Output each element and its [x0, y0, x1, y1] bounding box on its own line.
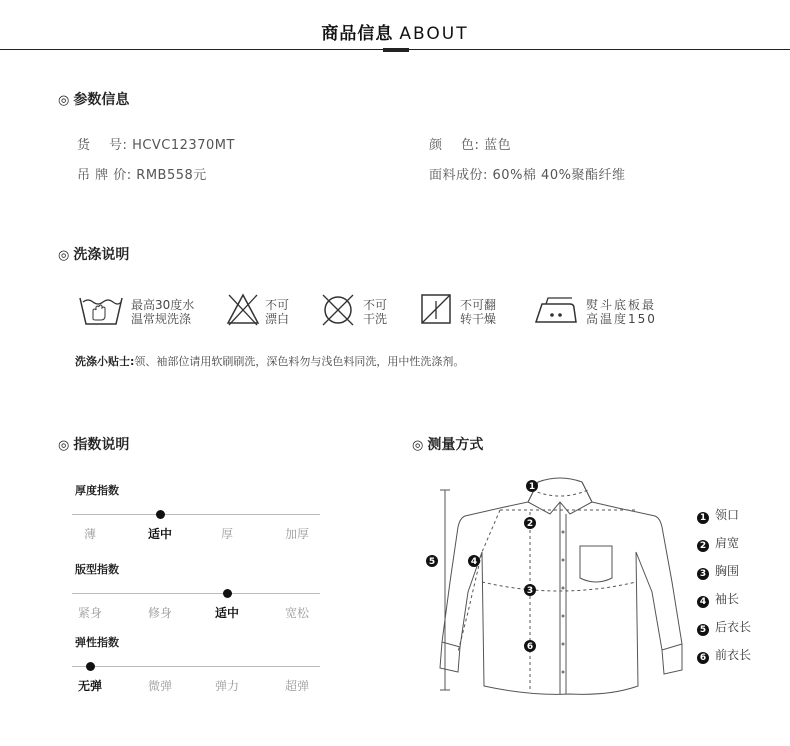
measure-number-badge: 5 [697, 624, 709, 636]
wash-item-3-text: 不可 干洗 [363, 298, 388, 326]
price-value: RMB558元 [136, 168, 207, 183]
index-option: 修身 [147, 606, 172, 620]
wash-item-2-text: 不可 漂白 [265, 298, 290, 326]
index-track [72, 666, 320, 667]
measure-number-badge: 6 [697, 652, 709, 664]
index-track [72, 514, 320, 515]
svg-text:3: 3 [526, 586, 534, 596]
circle-bullet-icon: ◎ [412, 438, 424, 453]
measure-label: 前衣长 [715, 648, 752, 662]
iron-icon [532, 294, 580, 326]
wash-tip-text: 领、袖部位请用软刷刷洗，深色料勿与浅色料同洗，用中性洗涤剂。 [134, 355, 465, 368]
measure-legend-item [697, 506, 739, 524]
circle-bullet-icon: ◎ [58, 93, 70, 108]
fabric-value: 60%棉 40%聚酯纤维 [492, 168, 626, 183]
price-row [77, 164, 207, 183]
item-no-value: HCVC12370MT [132, 138, 235, 153]
wash-item-4-text: 不可翻 转干燥 [460, 298, 497, 326]
no-tumble-dry-icon [419, 292, 453, 326]
index-label: 弹性指数 [75, 636, 119, 649]
index-marker [156, 510, 165, 519]
color-value: 蓝色 [484, 138, 512, 153]
svg-text:2: 2 [526, 519, 534, 529]
no-bleach-icon [226, 292, 260, 326]
hand-wash-icon [78, 292, 124, 328]
index-track [72, 593, 320, 594]
measure-section-title: ◎ 测量方式 [412, 437, 484, 453]
wash-item-1-text: 最高30度水 温常规洗涤 [131, 298, 195, 326]
index-option: 薄 [83, 527, 96, 541]
wash-section-title: ◎ 洗涤说明 [58, 247, 130, 263]
index-label: 版型指数 [75, 563, 119, 576]
wash-tip-label: 洗涤小贴士: [75, 355, 135, 368]
index-marker [223, 589, 232, 598]
index-option: 紧身 [77, 606, 102, 620]
header-accent-bar [383, 48, 409, 52]
measure-label: 胸围 [715, 564, 740, 578]
measure-legend-item [697, 534, 739, 552]
measure-label: 领口 [715, 508, 740, 522]
measure-number-badge: 4 [697, 596, 709, 608]
no-dry-clean-icon [320, 292, 356, 328]
svg-text:4: 4 [470, 557, 478, 567]
color-label: 颜 色: [429, 138, 480, 153]
circle-bullet-icon: ◎ [58, 438, 70, 453]
index-label: 厚度指数 [75, 484, 119, 497]
measure-legend-item [697, 590, 739, 608]
price-label: 吊 牌 价: [77, 168, 132, 183]
measure-label: 后衣长 [715, 620, 752, 634]
index-option: 适中 [214, 606, 239, 620]
measure-legend-item [697, 646, 751, 664]
index-section-title: ◎ 指数说明 [58, 437, 130, 453]
wash-tip [75, 353, 464, 369]
svg-text:5: 5 [428, 557, 436, 567]
measure-legend-item [697, 562, 739, 580]
svg-text:6: 6 [526, 642, 534, 652]
measure-legend-item [697, 618, 751, 636]
measure-number-badge: 2 [697, 540, 709, 552]
index-option: 弹力 [214, 679, 239, 693]
index-option: 宽松 [284, 606, 309, 620]
item-no-label: 货 号: [77, 138, 128, 153]
measure-label: 袖长 [715, 592, 740, 606]
index-option: 无弹 [77, 679, 102, 693]
index-option: 加厚 [284, 527, 309, 541]
index-option: 超弹 [284, 679, 309, 693]
fabric-row [429, 164, 625, 183]
measure-number-badge: 3 [697, 568, 709, 580]
index-marker [86, 662, 95, 671]
color-row [429, 134, 511, 153]
fabric-label: 面料成份: [429, 168, 488, 183]
title-en: ABOUT [399, 24, 469, 44]
wash-item-5-text: 熨斗底板最 高温度150 [586, 298, 657, 326]
page-title [0, 19, 790, 44]
shirt-measurement-diagram [420, 472, 690, 702]
svg-text:1: 1 [528, 482, 536, 492]
title-cn: 商品信息 [321, 24, 394, 44]
circle-bullet-icon: ◎ [58, 248, 70, 263]
index-option: 适中 [147, 527, 172, 541]
index-option: 微弹 [147, 679, 172, 693]
params-section-title: ◎ 参数信息 [58, 92, 130, 108]
measure-label: 肩宽 [715, 536, 740, 550]
item-no-row [77, 134, 235, 153]
measure-number-badge: 1 [697, 512, 709, 524]
index-option: 厚 [220, 527, 233, 541]
